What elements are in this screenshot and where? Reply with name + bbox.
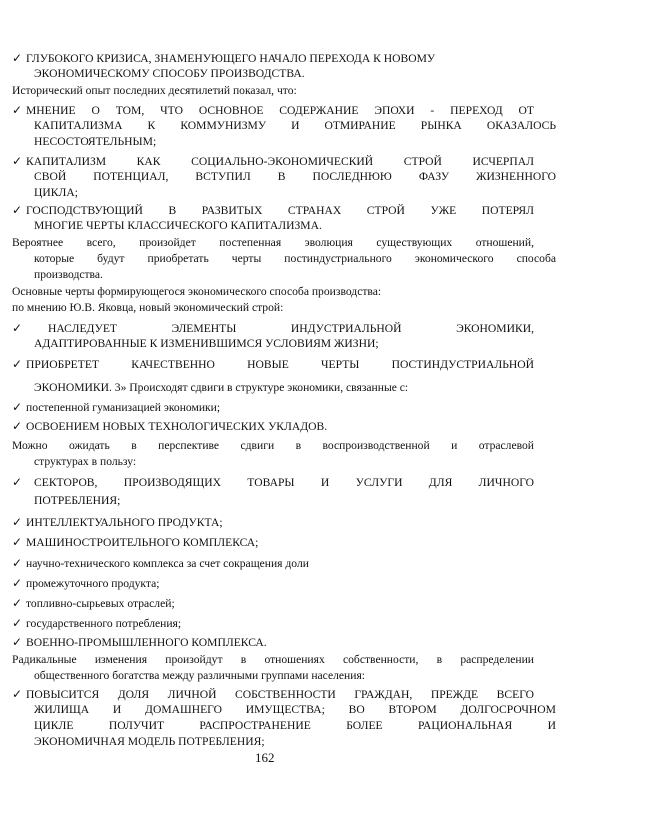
check-icon: ✓ (12, 535, 23, 549)
text-line: промежуточного продукта; (26, 577, 160, 590)
check-icon: ✓ (12, 515, 23, 529)
check-icon: ✓ (12, 596, 23, 610)
text-line: ГОСПОДСТВУЮЩИЙ В РАЗВИТЫХ СТРАНАХ СТРОЙ УЖЕ ПОТЕРЯЛ (26, 204, 534, 217)
check-icon: ✓ (12, 576, 23, 590)
bullet-line (12, 514, 534, 531)
check-icon: ✓ (12, 321, 23, 335)
bullet-line (12, 202, 534, 219)
text-line: Вероятнее всего, произойдет постепенная эволюция существующих отношений, (12, 236, 534, 249)
text-line: ВОЕННО-ПРОМЫШЛЕННОГО КОМПЛЕКСА. (26, 636, 267, 649)
text-line: структурах в пользу: (34, 455, 137, 468)
text-line: Исторический опыт последних десятилетий показал, что: (12, 84, 297, 97)
check-icon: ✓ (12, 687, 23, 701)
check-icon: ✓ (12, 400, 23, 414)
bullet-line (12, 634, 534, 651)
bullet-line (12, 686, 534, 703)
check-icon: ✓ (12, 475, 23, 489)
text-line: КАПИТАЛИЗМА К КОММУНИЗМУ И ОТМИРАНИЕ РЫНКА ОКАЗАЛОСЬ (34, 119, 556, 132)
text-line: ОСВОЕНИЕМ НОВЫХ ТЕХНОЛОГИЧЕСКИХ УКЛАДОВ. (26, 420, 328, 433)
check-icon: ✓ (12, 419, 23, 433)
bullet-line (12, 575, 534, 592)
text-line: Основные черты формирующегося экономического способа производства: (12, 285, 382, 298)
text-line: ЦИКЛЕ ПОЛУЧИТ РАСПРОСТРАНЕНИЕ БОЛЕЕ РАЦИОНАЛЬНАЯ И (34, 719, 556, 732)
text-line: СЕКТОРОВ, ПРОИЗВОДЯЩИХ ТОВАРЫ И УСЛУГИ ДЛЯ ЛИЧНОГО (34, 476, 534, 489)
text-line: ГЛУБОКОГО КРИЗИСА, ЗНАМЕНУЮЩЕГО НАЧАЛО ПЕРЕХОДА К НОВОМУ (26, 52, 436, 65)
text-line: КАПИТАЛИЗМ КАК СОЦИАЛЬНО-ЭКОНОМИЧЕСКИЙ СТРОЙ ИСЧЕРПАЛ (26, 155, 534, 168)
check-icon: ✓ (12, 203, 23, 217)
text-line: ПРИОБРЕТЕТ КАЧЕСТВЕННО НОВЫЕ ЧЕРТЫ ПОСТИНДУСТРИАЛЬНОЙ (26, 358, 534, 371)
text-line: постепенной гуманизацией экономики; (26, 401, 221, 414)
bullet-line (12, 356, 534, 373)
page-number: 162 (255, 750, 275, 765)
bullet-line (12, 615, 534, 632)
text-line: ПОТРЕБЛЕНИЯ; (34, 494, 121, 507)
bullet-line (12, 50, 534, 67)
text-line: ЭКОНОМИКИ. 3» Происходят сдвиги в структуре экономики, связанные с: (34, 381, 409, 394)
bullet-line (12, 418, 534, 435)
text-line: НЕСОСТОЯТЕЛЬНЫМ; (34, 135, 157, 148)
text-line: НАСЛЕДУЕТ ЭЛЕМЕНТЫ ИНДУСТРИАЛЬНОЙ ЭКОНОМИКИ, (48, 322, 534, 335)
check-icon: ✓ (12, 103, 23, 117)
check-icon: ✓ (12, 556, 23, 570)
text-line: Радикальные изменения произойдут в отношениях собственности, в распределении (12, 653, 534, 666)
check-icon: ✓ (12, 635, 23, 649)
bullet-line (12, 320, 534, 337)
text-line: которые будут приобретать черты постиндустриального экономического способа (34, 252, 556, 265)
text-line: по мнению Ю.В. Яковца, новый экономический строй: (12, 301, 284, 314)
bullet-line (12, 534, 534, 551)
bullet-line (12, 595, 534, 612)
text-line: ПОВЫСИТСЯ ДОЛЯ ЛИЧНОЙ СОБСТВЕННОСТИ ГРАЖДАН, ПРЕЖДЕ ВСЕГО (26, 688, 534, 701)
text-line: производства. (34, 268, 103, 281)
text-line: общественного богатства между различными группами населения: (34, 669, 366, 682)
text-line: ЭКОНОМИЧЕСКОМУ СПОСОБУ ПРОИЗВОДСТВА. (34, 67, 305, 80)
check-icon: ✓ (12, 51, 23, 65)
bullet-line (12, 399, 534, 416)
text-line: СВОЙ ПОТЕНЦИАЛ, ВСТУПИЛ В ПОСЛЕДНЮЮ ФАЗУ ЖИЗНЕННОГО (34, 170, 556, 183)
bullet-line (12, 153, 534, 170)
text-line: ЖИЛИЩА И ДОМАШНЕГО ИМУЩЕСТВА; ВО ВТОРОМ ДОЛГОСРОЧНОМ (34, 703, 556, 716)
text-line: научно-технического комплекса за счет сокращения доли (26, 557, 309, 570)
bullet-line (12, 474, 534, 491)
bullet-line (12, 555, 534, 572)
text-line: МНОГИЕ ЧЕРТЫ КЛАССИЧЕСКОГО КАПИТАЛИЗМА. (34, 219, 322, 232)
check-icon: ✓ (12, 154, 23, 168)
text-line: топливно-сырьевых отраслей; (26, 597, 175, 610)
bullet-line (12, 102, 534, 119)
text-line: МАШИНОСТРОИТЕЛЬНОГО КОМПЛЕКСА; (26, 536, 259, 549)
text-line: ИНТЕЛЛЕКТУАЛЬНОГО ПРОДУКТА; (26, 516, 223, 529)
text-line: ЦИКЛА; (34, 186, 78, 199)
check-icon: ✓ (12, 357, 23, 371)
text-line: МНЕНИЕ О ТОМ, ЧТО ОСНОВНОЕ СОДЕРЖАНИЕ ЭПОХИ - ПЕРЕХОД ОТ (26, 104, 534, 117)
check-icon: ✓ (12, 616, 23, 630)
text-line: Можно ожидать в перспективе сдвиги в воспроизводственной и отраслевой (12, 439, 534, 452)
text-line: АДАПТИРОВАННЫЕ К ИЗМЕНИВШИМСЯ УСЛОВИЯМ ЖИЗНИ; (34, 337, 379, 350)
text-line: ЭКОНОМИЧНАЯ МОДЕЛЬ ПОТРЕБЛЕНИЯ; (34, 735, 265, 748)
text-line: государственного потребления; (26, 617, 182, 630)
